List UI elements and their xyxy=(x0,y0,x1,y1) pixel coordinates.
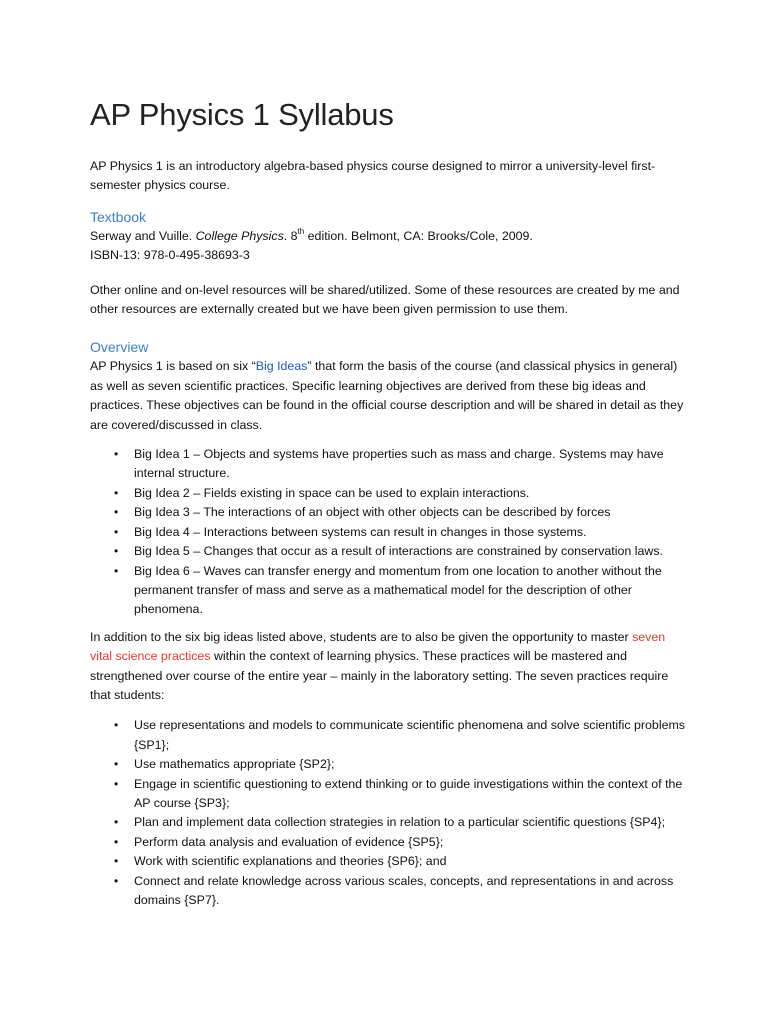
list-item: • Use mathematics appropriate {SP2}; xyxy=(90,755,686,774)
list-item: • Big Idea 6 – Waves can transfer energy and momentum from one location to another without the permanent transfer of mass and serve as a mathematical model for the description of other phenomena. xyxy=(90,562,686,620)
list-item: • Engage in scientific questioning to extend thinking or to guide investigations within the context of the AP course {SP3}; xyxy=(90,775,686,814)
textbook-heading: Textbook xyxy=(90,208,147,225)
textbook-isbn: ISBN-13: 978-0-495-38693-3 xyxy=(90,248,250,263)
textbook-citation xyxy=(90,227,686,246)
textbook-authors: Serway and Vuille. xyxy=(90,228,196,243)
overview-text-end: ” that form the basis of the course (and classical physics in general) as well as seven scientific practices. Specific learning objectives are derived from these big ideas and practices. These objectives can be found in the official course description and will be shared in detail as they are covered/discussed in class. xyxy=(90,359,684,432)
science-practices-highlight: seven vital science practices xyxy=(90,629,666,664)
document-body xyxy=(90,92,686,910)
list-item: • Big Idea 5 – Changes that occur as a result of interactions are constrained by conservation laws. xyxy=(90,542,686,561)
list-item: • Big Idea 3 – The interactions of an object with other objects can be described by forces xyxy=(90,503,686,522)
intro-paragraph: AP Physics 1 is an introductory algebra-based physics course designed to mirror a university-level first-semester physics course. xyxy=(90,159,656,193)
big-ideas-link[interactable]: Big Ideas xyxy=(255,359,308,374)
science-practices-list xyxy=(90,716,686,910)
textbook-publisher: edition. Belmont, CA: Brooks/Cole, 2009. xyxy=(304,228,533,243)
textbook-title: College Physics xyxy=(195,228,284,243)
list-item: • Big Idea 1 – Objects and systems have properties such as mass and charge. Systems may have internal structure. xyxy=(90,445,686,484)
list-item: • Use representations and models to communicate scientific phenomena and solve scientific problems {SP1}; xyxy=(90,716,686,755)
page-title: AP Physics 1 Syllabus xyxy=(90,97,394,132)
list-item: • Plan and implement data collection strategies in relation to a particular scientific questions {SP4}; xyxy=(90,813,686,832)
list-item: • Big Idea 2 – Fields existing in space can be used to explain interactions. xyxy=(90,484,686,503)
overview-heading: Overview xyxy=(90,339,149,356)
practices-text-end: within the context of learning physics. These practices will be mastered and strengthened over course of the entire year – mainly in the laboratory setting. The seven practices require that students: xyxy=(90,649,669,702)
overview-paragraph xyxy=(90,357,686,435)
overview-text-start: AP Physics 1 is based on six “ xyxy=(90,359,256,374)
edition-superscript: th xyxy=(297,226,305,236)
practices-paragraph xyxy=(90,628,686,706)
list-item: • Big Idea 4 – Interactions between systems can result in changes in those systems. xyxy=(90,523,686,542)
list-item: • Connect and relate knowledge across various scales, concepts, and representations in and across domains {SP7}. xyxy=(90,872,686,911)
resources-paragraph: Other online and on-level resources will be shared/utilized. Some of these resources are created by me and other resources are externally created but we have been given permission to use them. xyxy=(90,282,680,317)
practices-text-start: In addition to the six big ideas listed above, students are to also be given the opportunity to master xyxy=(90,629,633,644)
list-item: • Work with scientific explanations and theories {SP6}; and xyxy=(90,852,686,871)
list-item: • Perform data analysis and evaluation of evidence {SP5}; xyxy=(90,833,686,852)
big-ideas-list xyxy=(90,445,686,620)
textbook-edition: . 8 xyxy=(283,228,298,243)
